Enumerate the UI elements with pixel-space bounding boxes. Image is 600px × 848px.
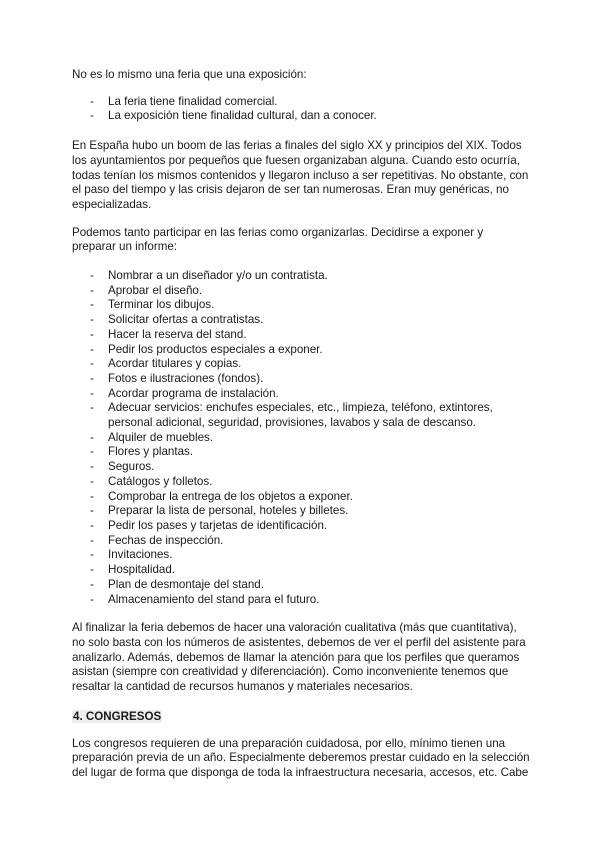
- list-item: - Catálogos y folletos.: [72, 475, 530, 490]
- list-item: - La feria tiene finalidad comercial.: [72, 95, 530, 110]
- intro-list: [72, 95, 530, 124]
- list-item: - La exposición tiene finalidad cultural, dan a conocer.: [72, 109, 530, 124]
- document-body: [72, 68, 530, 781]
- list-item: - Seguros.: [72, 460, 530, 475]
- list-item: - Pedir los productos especiales a exponer.: [72, 343, 530, 358]
- list-item: - Pedir los pases y tarjetas de identificación.: [72, 519, 530, 534]
- list-item: - Comprobar la entrega de los objetos a exponer.: [72, 490, 530, 505]
- list-item: - Terminar los dibujos.: [72, 298, 530, 313]
- list-item: - Plan de desmontaje del stand.: [72, 578, 530, 593]
- list-item: - Nombrar a un diseñador y/o un contratista.: [72, 269, 530, 284]
- participar-paragraph: Podemos tanto participar en las ferias como organizarlas. Decidirse a exponer y preparar un informe:: [72, 225, 484, 254]
- list-item: - Preparar la lista de personal, hoteles y billetes.: [72, 504, 530, 519]
- list-item: - Alquiler de muebles.: [72, 431, 530, 446]
- section-heading-text: 4. CONGRESOS: [73, 709, 162, 723]
- list-item: - Aprobar el diseño.: [72, 284, 530, 299]
- list-item: - Flores y plantas.: [72, 445, 530, 460]
- list-item: - Fotos e ilustraciones (fondos).: [72, 372, 530, 387]
- list-item: - Invitaciones.: [72, 548, 530, 563]
- intro-paragraph: No es lo mismo una feria que una exposición:: [72, 68, 307, 81]
- list-item: - Acordar titulares y copias.: [72, 357, 530, 372]
- section-heading: [72, 709, 530, 724]
- list-item: - Adecuar servicios: enchufes especiales, etc., limpieza, teléfono, extintores, personal adicional, seguridad, provisiones, lavabos y sala de descanso.: [72, 401, 530, 430]
- congresos-paragraph: Los congresos requieren de una preparación cuidadosa, por ello, mínimo tienen una preparación previa de un año. Especialmente deberemos prestar cuidado en la selección del lugar de forma que disponga de toda la infraestructura necesaria, accesos, etc. Cabe: [72, 736, 530, 780]
- list-item: - Fechas de inspección.: [72, 534, 530, 549]
- list-item: - Acordar programa de instalación.: [72, 387, 530, 402]
- list-item: - Hacer la reserva del stand.: [72, 328, 530, 343]
- list-item: - Hospitalidad.: [72, 563, 530, 578]
- list-item: - Solicitar ofertas a contratistas.: [72, 313, 530, 328]
- spain-paragraph: En España hubo un boom de las ferias a finales del siglo XX y principios del XIX. Todos los ayuntamientos por pequeños que fuesen organizaban alguna. Cuando esto ocurría, todas tenían los mismos contenidos y llegaron incluso a ser repetitivas. No obstante, con el paso del tiempo y las crisis dejaron de ser tan numerosas. Eran muy genéricas, no especializadas.: [72, 139, 529, 211]
- tasks-list: [72, 269, 530, 607]
- list-item: - Almacenamiento del stand para el futuro.: [72, 593, 530, 608]
- finalizar-paragraph: Al finalizar la feria debemos de hacer una valoración cualitativa (más que cuantitativa), no solo basta con los números de asistentes, debemos de ver el perfil del asistente para analizarlo. Además, debemos de llamar la atención para que los perfiles que queramos asistan (siempre con creatividad y diferenciación). Como inconveniente tenemos que resaltar la cantidad de recursos humanos y materiales necesarios.: [72, 621, 526, 694]
